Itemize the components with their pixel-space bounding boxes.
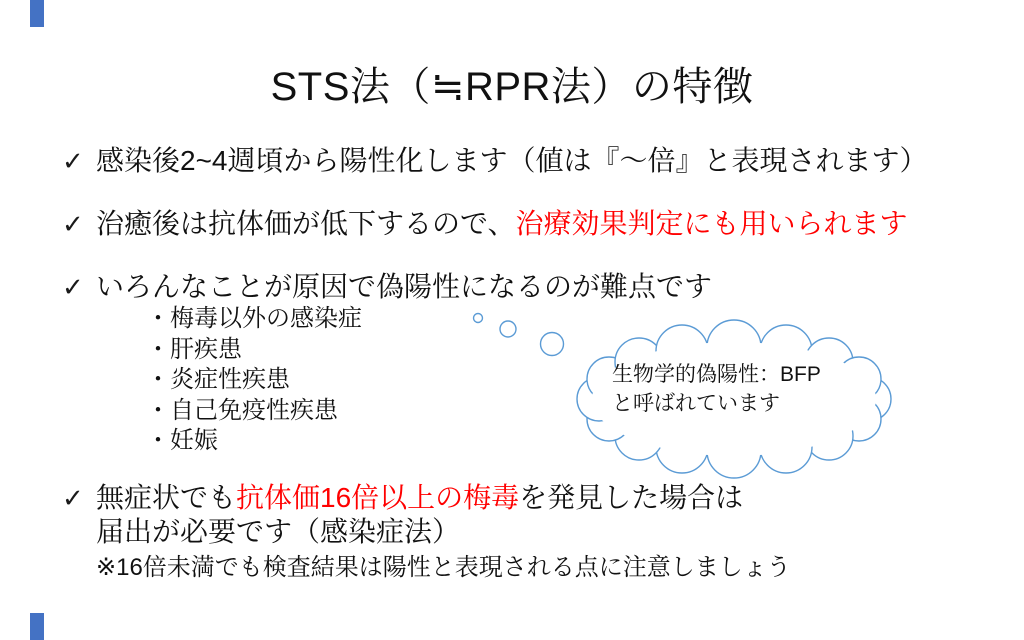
- list-item: ・炎症性疾患: [146, 366, 290, 394]
- list-item: ・梅毒以外の感染症: [146, 305, 362, 332]
- checkmark-icon: ✓: [62, 209, 84, 239]
- list-item: ・妊娠: [146, 427, 218, 455]
- trail-dot-large: [541, 333, 564, 356]
- false-positive-cause-list: [146, 304, 362, 457]
- trail-dot-small: [474, 314, 483, 323]
- bullet-treatment-effect-text: [96, 207, 907, 241]
- bullet-onset-text: 感染後2~4週頃から陽性化します（値は『～倍』と表現されます）: [96, 145, 928, 176]
- notification-pre: 無症状でも: [96, 482, 237, 513]
- bullet-onset: [62, 144, 928, 178]
- bullet-treatment-red: 治療効果判定にも用いられます: [515, 208, 908, 239]
- accent-bar-bottom-left: [30, 613, 44, 640]
- bullet-treatment-black: 治癒後は抗体価が低下するので、: [96, 208, 516, 239]
- bullet-notification-note: ※16倍未満でも検査結果は陽性と表現される点に注意しましょう: [96, 554, 791, 581]
- bubble-line-1: 生物学的偽陽性：BFP: [612, 363, 821, 386]
- bullet-notification-line1: [96, 481, 791, 515]
- slide-title: STS法（≒RPR法）の特徴: [270, 65, 754, 109]
- bubble-line-2: と呼ばれています: [612, 391, 780, 415]
- list-item: ・自己免疫性疾患: [146, 396, 338, 424]
- bullet-notification-line2: 届出が必要です（感染症法）: [96, 516, 461, 547]
- list-item: ・肝疾患: [146, 335, 242, 363]
- accent-bar-top-left: [30, 0, 44, 27]
- checkmark-icon: ✓: [62, 272, 84, 302]
- bullet-false-positive: [62, 270, 712, 304]
- thought-bubble-text: [612, 361, 821, 418]
- notification-red: 抗体価16倍以上の梅毒: [236, 482, 520, 513]
- bullet-notification: [62, 481, 791, 583]
- trail-dot-medium: [500, 321, 516, 337]
- checkmark-icon: ✓: [62, 483, 84, 513]
- bullet-treatment-effect: [62, 207, 907, 241]
- bullet-false-positive-text: いろんなことが原因で偽陽性になるのが難点です: [96, 271, 713, 302]
- notification-post: を発見した場合は: [519, 482, 744, 513]
- checkmark-icon: ✓: [62, 146, 84, 176]
